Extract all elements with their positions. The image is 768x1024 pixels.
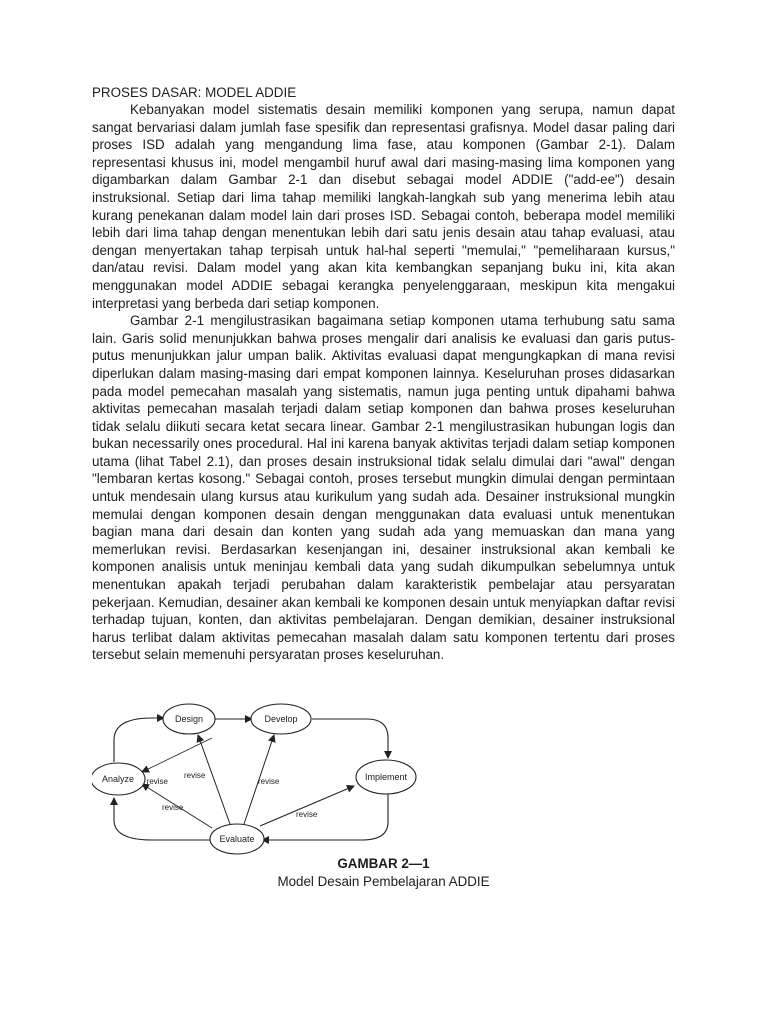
- node-implement-label: Implement: [364, 772, 408, 782]
- caption-subtitle: Model Desain Pembelajaran ADDIE: [277, 874, 490, 889]
- node-evaluate: [210, 824, 264, 854]
- node-evaluate-label: Evaluate: [219, 834, 255, 844]
- edge-develop-implement: [312, 719, 388, 758]
- node-design: [163, 704, 215, 734]
- revise-label-analyze-lower: revise: [162, 803, 184, 812]
- node-develop: [251, 704, 311, 734]
- edge-evaluate-implement: [260, 786, 354, 826]
- revise-label-design: revise: [146, 777, 168, 786]
- revise-label-develop: revise: [258, 777, 280, 786]
- node-design-label: Design: [174, 714, 204, 724]
- document-body: [92, 84, 675, 664]
- addie-diagram: [92, 700, 417, 860]
- node-analyze: [92, 763, 145, 795]
- revise-label-analyze-upper: revise: [184, 771, 206, 780]
- paragraph-2: Gambar 2-1 mengilustrasikan bagaimana setiap komponen utama terhubung satu sama lain. Garis solid menunjukkan bahwa proses mengalir dari analisis ke evaluasi dan garis putus-putus menunjukkan jalur umpan balik. Aktivitas evaluasi dapat mengungkapkan di mana revisi diperlukan dalam masing-masing dari empat komponen lainnya. Keseluruhan proses didasarkan pada model pemecahan masalah yang sistematis, namun juga penting untuk dipahami bahwa aktivitas pemecahan masalah terjadi dalam setiap komponen dan bahwa proses keseluruhan tidak selalu diikuti secara ketat secara linear. Gambar 2-1 mengilustrasikan hubungan logis dan bukan necessarily ones procedural. Hal ini karena banyak aktivitas terjadi dalam setiap komponen utama (lihat Tabel 2.1), dan proses desain instruksional tidak selalu dimulai dari "awal" dengan "lembaran kertas kosong." Sebagai contoh, proses tersebut mungkin dimulai dengan permintaan untuk mendesain ulang kursus atau kurikulum yang sudah ada. Desainer instruksional mungkin memulai dengan komponen desain dengan menggunakan data evaluasi untuk menentukan bagian mana dari desain dan konten yang sudah ada yang memuaskan dan mana yang memerlukan revisi. Berdasarkan kesenjangan ini, desainer instruksional akan kembali ke komponen analisis untuk meninjau kembali data yang sudah dikumpulkan sebelumnya untuk menentukan apakah terjadi perubahan dalam karakteristik pembelajar atau persyaratan pekerjaan. Kemudian, desainer akan kembali ke komponen desain untuk menyiapkan daftar revisi terhadap tujuan, konten, dan aktivitas pembelajaran. Dengan demikian, desainer instruksional harus terlibat dalam aktivitas pemecahan masalah dalam satu komponen tertentu dari proses tersebut selain memenuhi persyaratan proses keseluruhan.: [92, 313, 675, 663]
- edge-design-analyze-revise: [142, 738, 212, 772]
- paragraph-1: Kebanyakan model sistematis desain memiliki komponen yang serupa, namun dapat sangat bervariasi dalam jumlah fase spesifik dan representasi grafisnya. Model dasar paling dari proses ISD adalah yang mengandung lima fase, atau komponen (Gambar 2-1). Dalam representasi khusus ini, model mengambil huruf awal dari masing-masing lima komponen yang digambarkan dalam Gambar 2-1 dan disebut sebagai model ADDIE ("add-ee") desain instruksional. Setiap dari lima tahap memiliki langkah-langkah sub yang menerima lebih atau kurang penekanan dalam model lain dari proses ISD. Sebagai contoh, beberapa model memiliki lebih dari lima tahap dengan menentukan lebih dari satu jenis desain atau tahap evaluasi, atau dengan menyertakan tahap terpisah untuk hal-hal seperti "memulai," "pemeliharaan kursus," dan/atau revisi. Dalam model yang akan kita kembangkan sepanjang buku ini, kita akan menggunakan model ADDIE sebagai kerangka penyelenggaraan, meskipun kita mengakui interpretasi yang berbeda dari setiap komponen.: [92, 102, 675, 311]
- node-analyze-label: Analyze: [101, 774, 135, 784]
- section-heading: PROSES DASAR: MODEL ADDIE: [92, 85, 297, 100]
- revise-label-implement: revise: [296, 810, 318, 819]
- node-implement: [356, 760, 416, 794]
- edge-analyze-design: [114, 718, 164, 762]
- caption-title: GAMBAR 2—1: [337, 856, 430, 871]
- node-develop-label: Develop: [264, 714, 298, 724]
- figure-caption: [92, 855, 675, 891]
